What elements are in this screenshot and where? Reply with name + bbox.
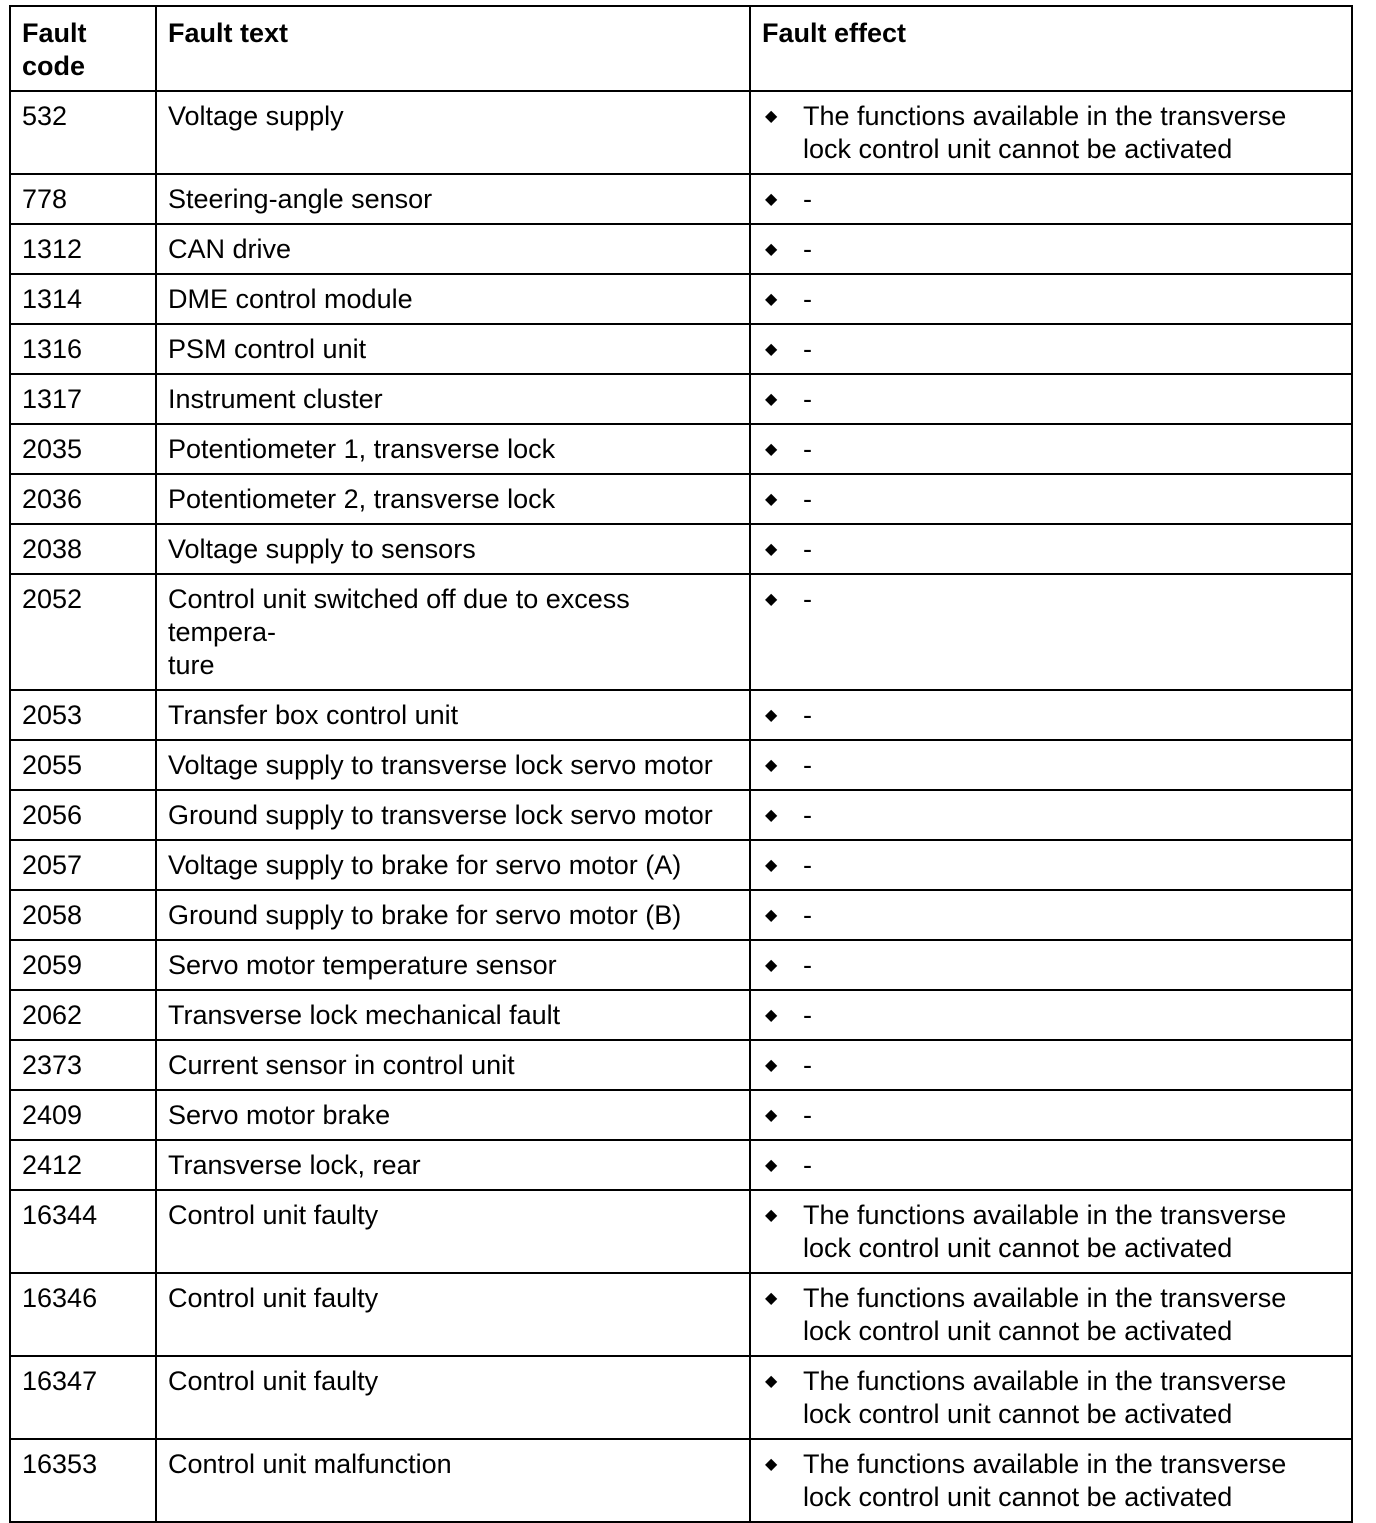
fault-text-cell: Servo motor temperature sensor: [156, 940, 750, 990]
header-fault-effect: Fault effect: [750, 6, 1352, 91]
fault-text-cell: Control unit faulty: [156, 1190, 750, 1273]
table-body: [10, 91, 1352, 1522]
fault-effect-text: -: [803, 950, 812, 980]
fault-code-cell: 16347: [10, 1356, 156, 1439]
fault-code-cell: 2038: [10, 524, 156, 574]
fault-effect-text: -: [803, 184, 812, 214]
diamond-bullet-icon: ◆: [765, 341, 778, 358]
fault-code-cell: 532: [10, 91, 156, 174]
fault-effect-text: -: [803, 850, 812, 880]
fault-effect-item: [762, 1282, 1341, 1348]
table-row: [10, 424, 1352, 474]
diamond-bullet-icon: ◆: [765, 591, 778, 608]
fault-effect-item: [762, 533, 1341, 566]
fault-code-cell: 2409: [10, 1090, 156, 1140]
fault-effect-item: [762, 899, 1341, 932]
fault-code-cell: 2056: [10, 790, 156, 840]
fault-code-cell: 1317: [10, 374, 156, 424]
table-row: [10, 1439, 1352, 1522]
fault-effect-item: [762, 283, 1341, 316]
fault-effect-item: [762, 583, 1341, 616]
fault-text-cell: Control unit faulty: [156, 1356, 750, 1439]
fault-effect-text: The functions available in the transverse lock control unit cannot be activated: [803, 101, 1287, 164]
fault-effect-cell: [750, 91, 1352, 174]
fault-effect-item: [762, 999, 1341, 1032]
fault-text-cell: DME control module: [156, 274, 750, 324]
fault-code-cell: 1314: [10, 274, 156, 324]
table-row: [10, 1356, 1352, 1439]
fault-effect-text: -: [803, 900, 812, 930]
table-row: [10, 374, 1352, 424]
fault-effect-cell: [750, 1356, 1352, 1439]
fault-effect-cell: [750, 840, 1352, 890]
diamond-bullet-icon: ◆: [765, 857, 778, 874]
table-row: [10, 1273, 1352, 1356]
fault-code-cell: 2036: [10, 474, 156, 524]
fault-effect-item: [762, 233, 1341, 266]
fault-text-cell: Ground supply to transverse lock servo motor: [156, 790, 750, 840]
header-fault-code: Fault code: [10, 6, 156, 91]
fault-effect-item: [762, 333, 1341, 366]
fault-effect-text: -: [803, 284, 812, 314]
fault-effect-cell: [750, 1190, 1352, 1273]
diamond-bullet-icon: ◆: [765, 957, 778, 974]
fault-effect-text: -: [803, 384, 812, 414]
diamond-bullet-icon: ◆: [765, 907, 778, 924]
fault-effect-cell: [750, 740, 1352, 790]
fault-code-cell: 2053: [10, 690, 156, 740]
fault-effect-text: -: [803, 584, 812, 614]
table-row: [10, 524, 1352, 574]
fault-effect-text: -: [803, 800, 812, 830]
diamond-bullet-icon: ◆: [765, 491, 778, 508]
fault-effect-text: -: [803, 1000, 812, 1030]
fault-effect-cell: [750, 574, 1352, 690]
diamond-bullet-icon: ◆: [765, 1057, 778, 1074]
fault-text-cell: Instrument cluster: [156, 374, 750, 424]
table-row: [10, 690, 1352, 740]
diamond-bullet-icon: ◆: [765, 1157, 778, 1174]
table-row: [10, 840, 1352, 890]
diamond-bullet-icon: ◆: [765, 1107, 778, 1124]
diamond-bullet-icon: ◆: [765, 807, 778, 824]
table-row: [10, 890, 1352, 940]
fault-effect-item: [762, 183, 1341, 216]
fault-effect-cell: [750, 790, 1352, 840]
diamond-bullet-icon: ◆: [765, 1373, 778, 1390]
fault-code-cell: 2052: [10, 574, 156, 690]
fault-effect-item: [762, 1099, 1341, 1132]
fault-effect-item: [762, 1199, 1341, 1265]
fault-effect-cell: [750, 940, 1352, 990]
table-header-row: [10, 6, 1352, 91]
fault-effect-item: [762, 949, 1341, 982]
table-row: [10, 474, 1352, 524]
fault-effect-text: The functions available in the transverse lock control unit cannot be activated: [803, 1283, 1287, 1346]
fault-code-cell: 2412: [10, 1140, 156, 1190]
fault-code-cell: 2057: [10, 840, 156, 890]
fault-code-cell: 2058: [10, 890, 156, 940]
fault-effect-cell: [750, 890, 1352, 940]
fault-code-cell: 1312: [10, 224, 156, 274]
fault-text-cell: Steering-angle sensor: [156, 174, 750, 224]
fault-effect-text: The functions available in the transverse lock control unit cannot be activated: [803, 1200, 1287, 1263]
fault-text-cell: Current sensor in control unit: [156, 1040, 750, 1090]
diamond-bullet-icon: ◆: [765, 241, 778, 258]
fault-effect-item: [762, 383, 1341, 416]
fault-text-cell: PSM control unit: [156, 324, 750, 374]
fault-effect-item: [762, 1149, 1341, 1182]
fault-effect-text: -: [803, 534, 812, 564]
diamond-bullet-icon: ◆: [765, 757, 778, 774]
diamond-bullet-icon: ◆: [765, 1207, 778, 1224]
table-row: [10, 274, 1352, 324]
table-row: [10, 91, 1352, 174]
fault-effect-text: -: [803, 1050, 812, 1080]
table-row: [10, 224, 1352, 274]
fault-text-cell: CAN drive: [156, 224, 750, 274]
table-row: [10, 1140, 1352, 1190]
fault-effect-item: [762, 100, 1341, 166]
table-row: [10, 324, 1352, 374]
table-row: [10, 790, 1352, 840]
fault-effect-cell: [750, 324, 1352, 374]
fault-effect-cell: [750, 374, 1352, 424]
fault-effect-text: -: [803, 234, 812, 264]
fault-effect-item: [762, 483, 1341, 516]
fault-effect-cell: [750, 1273, 1352, 1356]
fault-effect-item: [762, 699, 1341, 732]
fault-effect-text: -: [803, 434, 812, 464]
fault-effect-cell: [750, 1040, 1352, 1090]
fault-code-cell: 16344: [10, 1190, 156, 1273]
fault-code-cell: 2062: [10, 990, 156, 1040]
fault-text-cell: Transverse lock, rear: [156, 1140, 750, 1190]
diamond-bullet-icon: ◆: [765, 108, 778, 125]
fault-code-cell: 16346: [10, 1273, 156, 1356]
fault-code-cell: 2055: [10, 740, 156, 790]
fault-effect-cell: [750, 1140, 1352, 1190]
table-row: [10, 1090, 1352, 1140]
table-row: [10, 1040, 1352, 1090]
table-row: [10, 174, 1352, 224]
fault-effect-text: -: [803, 750, 812, 780]
fault-effect-cell: [750, 690, 1352, 740]
table-row: [10, 574, 1352, 690]
fault-text-cell: Transverse lock mechanical fault: [156, 990, 750, 1040]
fault-code-cell: 16353: [10, 1439, 156, 1522]
fault-code-table: [9, 5, 1353, 1523]
diamond-bullet-icon: ◆: [765, 707, 778, 724]
fault-effect-item: [762, 749, 1341, 782]
diamond-bullet-icon: ◆: [765, 1456, 778, 1473]
fault-effect-cell: [750, 174, 1352, 224]
diamond-bullet-icon: ◆: [765, 1007, 778, 1024]
fault-text-cell: Voltage supply: [156, 91, 750, 174]
diamond-bullet-icon: ◆: [765, 291, 778, 308]
fault-effect-text: -: [803, 1150, 812, 1180]
fault-effect-text: The functions available in the transverse lock control unit cannot be activated: [803, 1366, 1287, 1429]
diamond-bullet-icon: ◆: [765, 391, 778, 408]
table-row: [10, 740, 1352, 790]
fault-text-cell: Potentiometer 1, transverse lock: [156, 424, 750, 474]
fault-effect-text: -: [803, 700, 812, 730]
fault-text-cell: Servo motor brake: [156, 1090, 750, 1140]
fault-effect-cell: [750, 224, 1352, 274]
fault-effect-item: [762, 1448, 1341, 1514]
fault-effect-cell: [750, 524, 1352, 574]
fault-effect-cell: [750, 1439, 1352, 1522]
fault-code-cell: 2373: [10, 1040, 156, 1090]
diamond-bullet-icon: ◆: [765, 441, 778, 458]
header-fault-text: Fault text: [156, 6, 750, 91]
diamond-bullet-icon: ◆: [765, 1290, 778, 1307]
fault-effect-cell: [750, 1090, 1352, 1140]
fault-text-cell: Potentiometer 2, transverse lock: [156, 474, 750, 524]
fault-effect-cell: [750, 274, 1352, 324]
fault-effect-cell: [750, 474, 1352, 524]
fault-text-cell: Control unit malfunction: [156, 1439, 750, 1522]
fault-text-cell: Ground supply to brake for servo motor (B): [156, 890, 750, 940]
fault-text-cell: Control unit switched off due to excess tempera- ture: [156, 574, 750, 690]
fault-effect-text: -: [803, 484, 812, 514]
fault-effect-item: [762, 1049, 1341, 1082]
fault-code-cell: 1316: [10, 324, 156, 374]
fault-text-cell: Voltage supply to transverse lock servo motor: [156, 740, 750, 790]
fault-code-cell: 778: [10, 174, 156, 224]
fault-code-cell: 2059: [10, 940, 156, 990]
fault-effect-item: [762, 433, 1341, 466]
fault-effect-cell: [750, 424, 1352, 474]
fault-effect-text: -: [803, 334, 812, 364]
fault-effect-item: [762, 1365, 1341, 1431]
fault-text-cell: Control unit faulty: [156, 1273, 750, 1356]
fault-effect-text: -: [803, 1100, 812, 1130]
diamond-bullet-icon: ◆: [765, 191, 778, 208]
table-row: [10, 990, 1352, 1040]
table-row: [10, 1190, 1352, 1273]
fault-text-cell: Voltage supply to sensors: [156, 524, 750, 574]
fault-text-cell: Voltage supply to brake for servo motor (A): [156, 840, 750, 890]
fault-effect-item: [762, 849, 1341, 882]
fault-code-cell: 2035: [10, 424, 156, 474]
fault-text-cell: Transfer box control unit: [156, 690, 750, 740]
fault-effect-text: The functions available in the transverse lock control unit cannot be activated: [803, 1449, 1287, 1512]
diamond-bullet-icon: ◆: [765, 541, 778, 558]
fault-effect-cell: [750, 990, 1352, 1040]
table-row: [10, 940, 1352, 990]
fault-effect-item: [762, 799, 1341, 832]
